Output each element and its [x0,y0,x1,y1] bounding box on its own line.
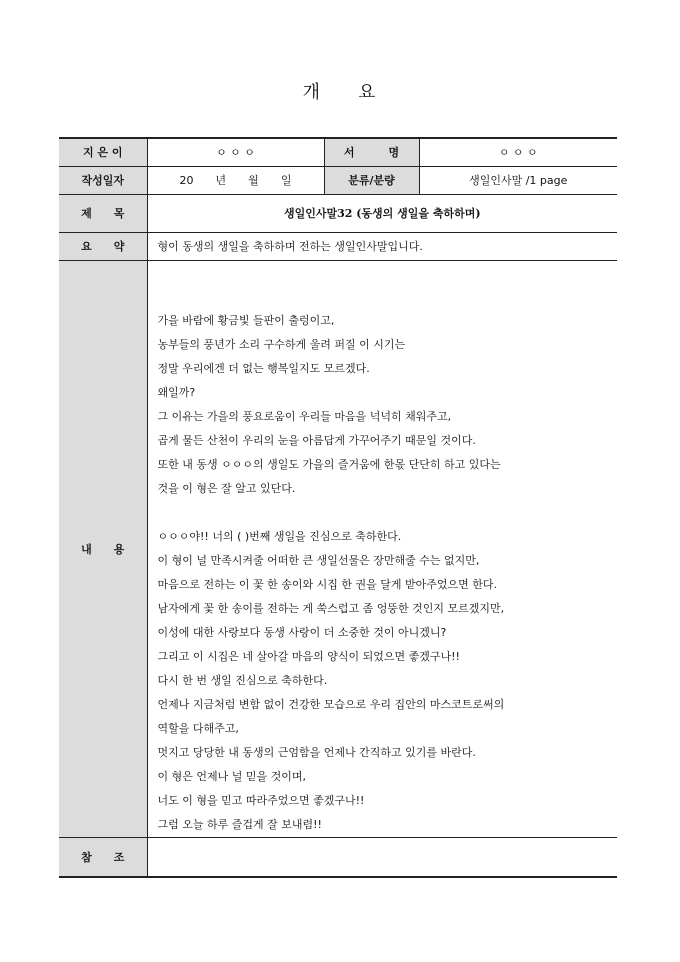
summary-value: 형이 동생의 생일을 축하하며 전하는 생일인사말입니다. [147,232,617,260]
date-month-unit: 월 [248,174,259,187]
content-line: 그 이유는 가을의 풍요로움이 우리들 마음을 넉넉히 채워주고, [157,409,452,423]
content-line: 곱게 물든 산천이 우리의 눈을 아름답게 가꾸어주기 때문일 것이다. [157,433,476,447]
signature-label-1: 서 [343,146,355,160]
content-line [158,501,608,525]
signature-label [324,138,419,166]
content-line: 멋지고 당당한 내 동생의 근엄함을 언제나 간직하고 있기를 바란다. [157,745,476,759]
summary-label-1: 요 [81,240,92,253]
content-line: 언제나 지금처럼 변함 없이 건강한 모습으로 우리 집안의 마스코트로써의 [157,697,505,711]
content-line: 왜일까? [157,385,196,399]
signature-value: ㅇ ㅇ ㅇ [419,138,617,166]
content-value [147,260,617,837]
author-row [59,138,617,166]
date-value [147,166,324,194]
date-year: 20 [179,174,194,187]
subject-label-2: 목 [113,207,125,220]
content-line: 마음으로 전하는 이 꽃 한 송이와 시집 한 권을 달게 받아주었으면 한다. [157,577,497,591]
date-day-unit: 일 [280,174,292,187]
category-label: 분류/분량 [324,166,419,194]
page-title-right: 요 [358,82,378,103]
reference-label-1: 참 [81,850,92,864]
page-title [0,78,680,104]
reference-row [59,837,617,877]
page-title-left: 개 [302,82,322,103]
content-line: 그리고 이 시집은 네 살아갈 마음의 양식이 되었으면 좋겠구나!! [157,649,460,663]
content-label-1: 내 [81,542,92,556]
content-line: 또한 내 동생 ㅇㅇㅇ의 생일도 가을의 즐거움에 한몫 단단히 하고 있다는 [157,457,501,471]
reference-value [147,837,617,877]
reference-label [59,837,147,877]
subject-label-1: 제 [81,207,92,220]
content-line: 가을 바람에 황금빛 들판이 출렁이고, [157,313,335,327]
signature-label-2: 명 [388,146,400,160]
subject-label [59,194,147,232]
summary-row [59,232,617,260]
subject-value: 생일인사말32 (동생의 생일을 축하하며) [147,194,617,232]
content-row [59,260,617,837]
reference-label-2: 조 [113,850,125,864]
content-line: 농부들의 풍년가 소리 구수하게 울려 퍼질 이 시기는 [157,337,406,351]
content-line: 것을 이 형은 잘 알고 있단다. [157,481,296,495]
subject-row [59,194,617,232]
content-line: 남자에게 꽃 한 송이를 전하는 게 쑥스럽고 좀 엉뚱한 것인지 모르겠지만, [157,601,505,615]
author-value: ㅇ ㅇ ㅇ [147,138,324,166]
content-line: 이 형이 널 만족시켜줄 어떠한 큰 생일선물은 장만해줄 수는 없지만, [157,553,480,567]
content-line: 너도 이 형을 믿고 따라주었으면 좋겠구나!! [157,793,365,807]
content-line: 그럼 오늘 하루 즐겁게 잘 보내렴!! [157,817,322,831]
date-year-unit: 년 [215,174,227,187]
content-line: 역할을 다해주고, [157,721,239,735]
content-line: 이성에 대한 사랑보다 동생 사랑이 더 소중한 것이 아니겠니? [157,625,447,639]
content-line: 다시 한 번 생일 진심으로 축하한다. [157,673,328,687]
category-value: 생일인사말 /1 page [419,166,617,194]
content-label [59,260,147,837]
content-line: 이 형은 언제나 널 믿을 것이며, [157,769,306,783]
content-label-2: 용 [113,542,125,556]
summary-label [59,232,147,260]
content-line: ㅇㅇㅇ야!! 너의 ( )번째 생일을 진심으로 축하한다. [157,529,402,543]
overview-table [59,137,617,878]
author-label: 지 은 이 [59,138,147,166]
summary-label-2: 약 [113,240,125,253]
content-body [158,261,608,837]
content-line: 정말 우리에겐 더 없는 행복일지도 모르겠다. [157,361,370,375]
date-label: 작성일자 [59,166,147,194]
date-row [59,166,617,194]
